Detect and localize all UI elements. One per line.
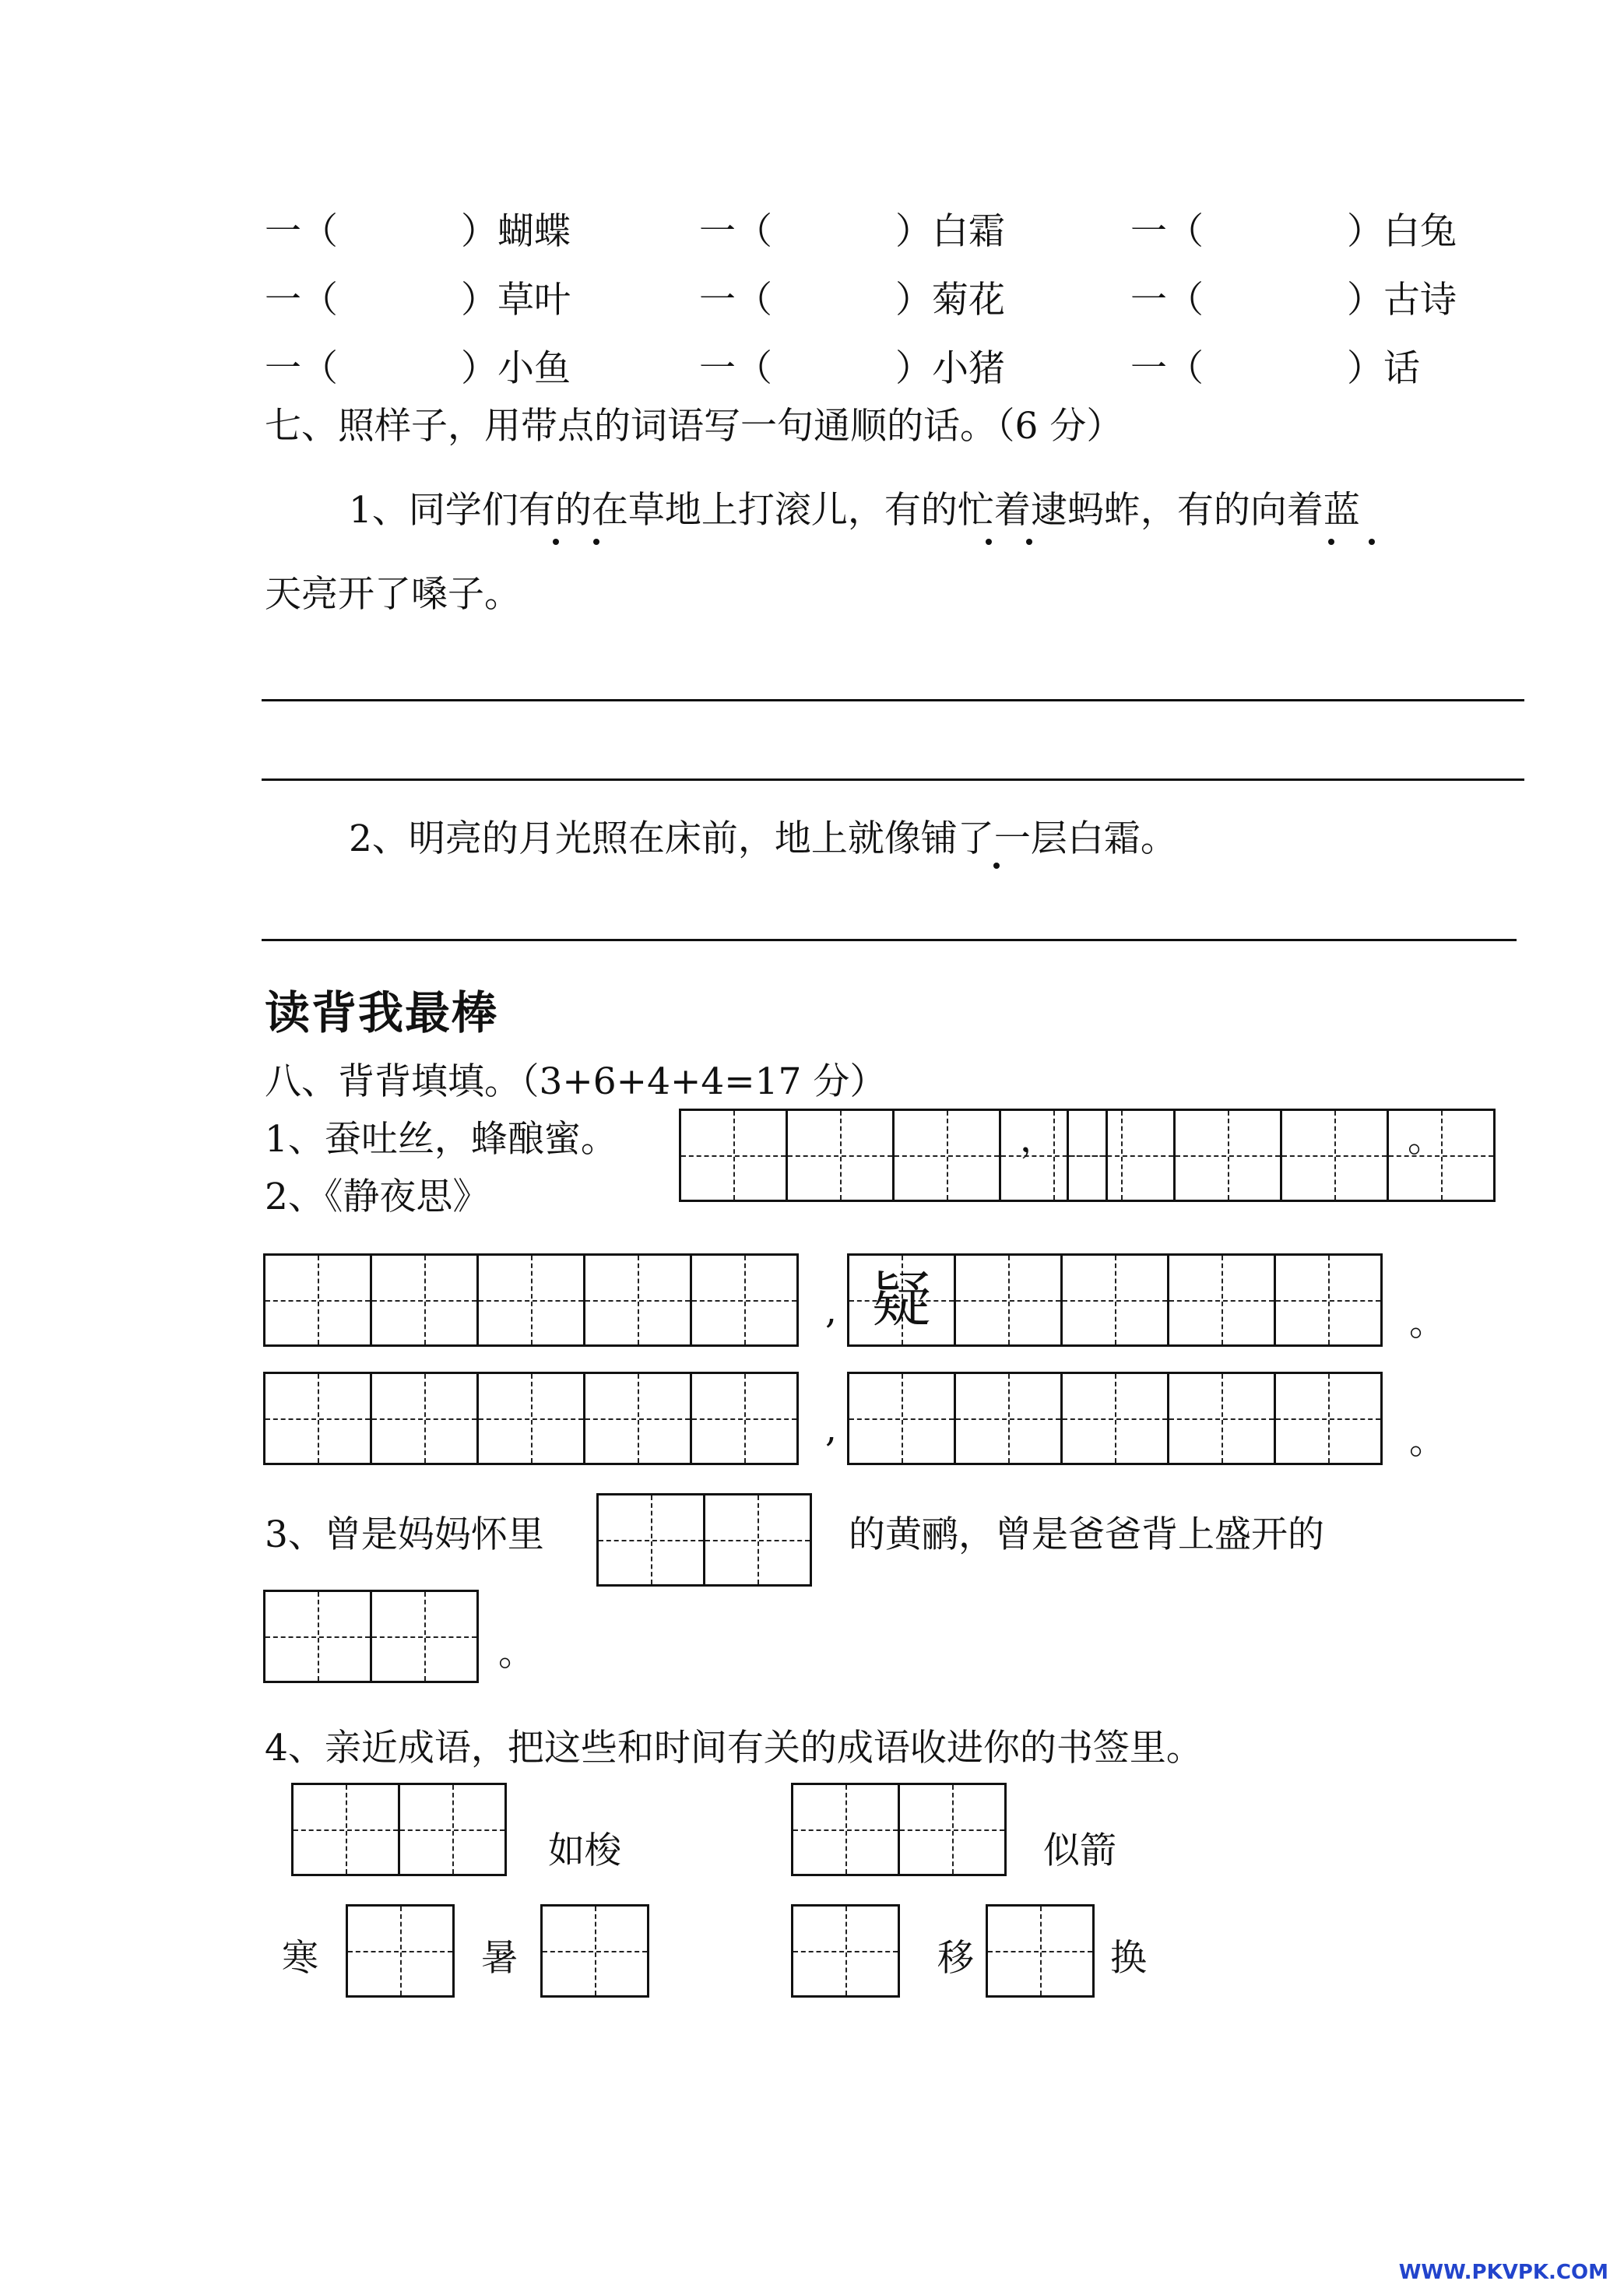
mw-r2-c3: 一（ [699,279,772,322]
writing-cell[interactable] [346,1904,455,1998]
writing-cell[interactable] [1280,1109,1389,1202]
writing-cell[interactable] [898,1783,1007,1876]
period: 。 [1409,1420,1446,1463]
q7-sentence1-line2: 天亮开了嗓子。 [265,573,521,616]
idiom1-suffix: 如梭 [548,1829,621,1872]
writing-cell[interactable] [786,1109,895,1202]
q8-item2: 2、《静夜思》 [265,1176,490,1218]
writing-cell[interactable] [370,1372,479,1465]
writing-cell[interactable] [1173,1109,1282,1202]
writing-cell[interactable] [690,1372,799,1465]
mw-r2-c6: ）古诗 [1347,279,1457,322]
tianzige-grid[interactable] [847,1253,1383,1347]
q8-item3-part1: 3、曾是妈妈怀里 [265,1513,544,1556]
writing-cell[interactable] [583,1372,692,1465]
emphasis-dot [1328,539,1334,545]
tianzige-grid[interactable] [791,1783,1007,1876]
period: 。 [498,1632,535,1675]
writing-cell[interactable] [398,1783,507,1876]
mw-r1-c6: ）白兔 [1347,210,1457,253]
writing-cell[interactable] [1067,1109,1176,1202]
writing-cell[interactable] [476,1253,585,1347]
tianzige-grid[interactable] [596,1493,812,1587]
mw-r2-c2: ）草叶 [461,279,571,322]
mw-r3-c5: 一（ [1130,347,1204,390]
tianzige-grid[interactable] [263,1590,479,1683]
mw-r1-c4: ）白霜 [895,210,1005,253]
writing-cell[interactable] [370,1590,479,1683]
writing-cell[interactable] [954,1253,1063,1347]
writing-cell[interactable] [892,1109,1001,1202]
idiom3-mid: 暑 [481,1937,518,1980]
tianzige-grid[interactable] [346,1904,455,1998]
answer-line[interactable] [262,939,1517,941]
idiom2-suffix: 似箭 [1043,1829,1116,1872]
idiom4-last: 换 [1110,1937,1147,1980]
mw-r3-c1: 一（ [265,347,338,390]
q8-item1: 1、蚕吐丝，蜂酿蜜。 [265,1118,617,1161]
writing-cell[interactable] [291,1783,400,1876]
mw-r1-c1: 一（ [265,210,338,253]
mw-r1-c5: 一（ [1130,210,1204,253]
tianzige-grid[interactable] [263,1253,799,1347]
mw-r2-c1: 一（ [265,279,338,322]
q7-sentence2: 2、明亮的月光照在床前，地上就像铺了一层白霜。 [349,817,1177,860]
comma: ， [1020,1118,1056,1161]
emphasis-dot [993,863,1000,869]
writing-cell[interactable] [1167,1253,1276,1347]
writing-cell[interactable] [791,1783,900,1876]
mw-r3-c3: 一（ [699,347,772,390]
writing-cell[interactable] [583,1253,692,1347]
writing-cell[interactable] [263,1590,372,1683]
writing-cell[interactable] [1060,1253,1169,1347]
q8-item3-part2: 的黄鹂，曾是爸爸背上盛开的 [849,1513,1324,1556]
mw-r1-c3: 一（ [699,210,772,253]
emphasis-dot [986,539,992,545]
writing-cell[interactable] [954,1372,1063,1465]
writing-cell[interactable] [986,1904,1095,1998]
mw-r3-c2: ）小鱼 [461,347,571,390]
emphasis-dot [553,539,559,545]
writing-cell[interactable] [703,1493,812,1587]
comma: , [825,1408,837,1450]
period: 。 [1408,1118,1444,1161]
period: 。 [1409,1302,1446,1344]
tianzige-grid[interactable] [263,1372,799,1465]
mw-r2-c5: 一（ [1130,279,1204,322]
watermark: WWW.PKVPK.COM [1398,2261,1608,2284]
mw-r1-c2: ）蝴蝶 [461,210,571,253]
q8-item4: 4、亲近成语，把这些和时间有关的成语收进你的书签里。 [265,1727,1203,1770]
tianzige-grid[interactable] [986,1904,1095,1998]
writing-cell[interactable] [596,1493,705,1587]
writing-cell[interactable] [1274,1253,1383,1347]
writing-cell[interactable] [1060,1372,1169,1465]
given-char: 疑 [872,1265,931,1334]
q8-title: 八、背背填填。（3+6+4+4=17 分） [265,1060,887,1103]
emphasis-dot [1026,539,1032,545]
writing-cell[interactable] [476,1372,585,1465]
emphasis-dot [1369,539,1375,545]
q7-title: 七、照样子，用带点的词语写一句通顺的话。（6 分） [265,405,1123,448]
mw-r2-c4: ）菊花 [895,279,1005,322]
idiom3-first: 寒 [282,1937,318,1980]
q7-sentence1-line1: 1、同学们有的在草地上打滚儿，有的忙着逮蚂蚱，有的向着蓝 [349,489,1360,532]
tianzige-grid[interactable] [791,1904,900,1998]
answer-line[interactable] [262,699,1524,701]
writing-cell[interactable] [263,1372,372,1465]
writing-cell[interactable] [847,1253,956,1347]
tianzige-grid[interactable] [540,1904,649,1998]
writing-cell[interactable] [679,1109,788,1202]
section-heading: 读背我最棒 [265,986,499,1039]
idiom4-mid: 移 [937,1937,974,1980]
comma: , [825,1289,837,1332]
answer-line[interactable] [262,778,1524,781]
writing-cell[interactable] [1274,1372,1383,1465]
writing-cell[interactable] [1167,1372,1276,1465]
writing-cell[interactable] [690,1253,799,1347]
writing-cell[interactable] [370,1253,479,1347]
writing-cell[interactable] [847,1372,956,1465]
tianzige-grid[interactable] [847,1372,1383,1465]
writing-cell[interactable] [263,1253,372,1347]
tianzige-grid[interactable] [291,1783,507,1876]
emphasis-dot [593,539,599,545]
mw-r3-c6: ）话 [1347,347,1420,390]
writing-cell[interactable] [791,1904,900,1998]
mw-r3-c4: ）小猪 [895,347,1005,390]
writing-cell[interactable] [540,1904,649,1998]
